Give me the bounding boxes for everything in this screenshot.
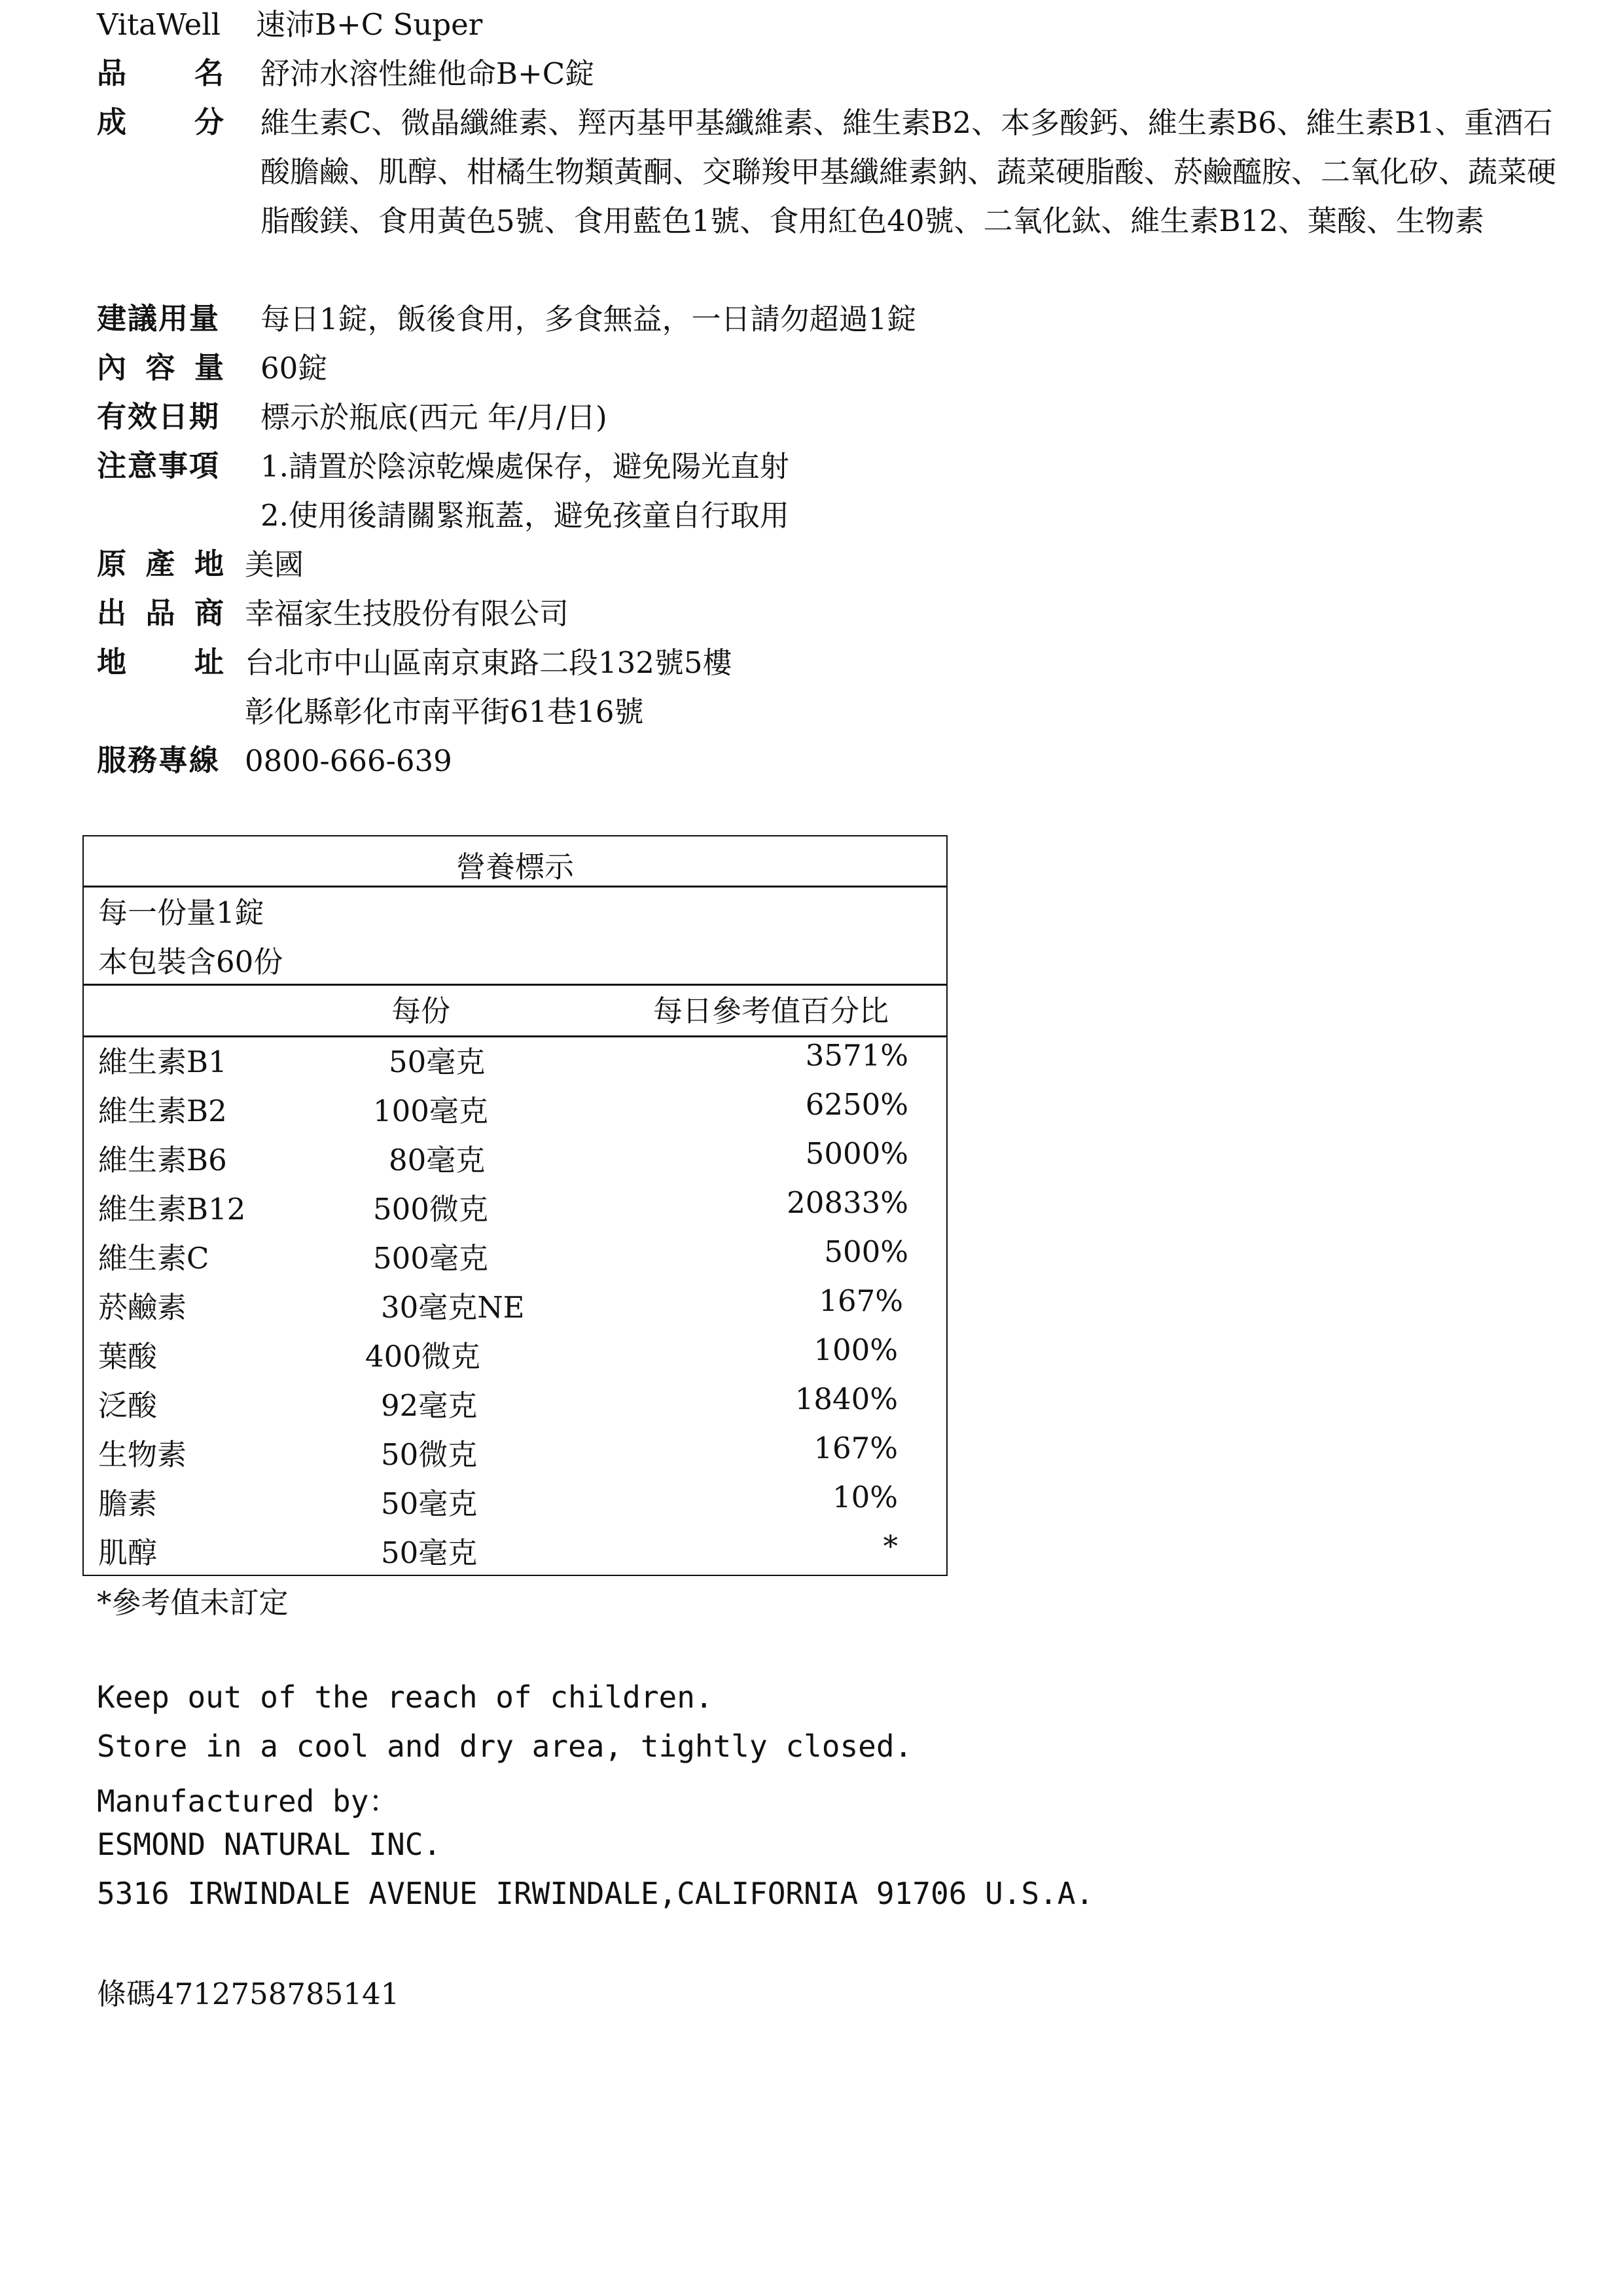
serving-size: 每一份量1錠 <box>98 895 264 930</box>
nutrition-title: 營養標示 <box>455 850 574 884</box>
product-name: 速沛B+C Super <box>256 7 483 42</box>
nutrient-name: 肌醇 <box>98 1535 158 1570</box>
english-address: 5316 IRWINDALE AVENUE IRWINDALE,CALIFORNIA 91706 U.S.A. <box>97 1876 1094 1911</box>
nutrient-name: 維生素B12 <box>98 1192 246 1227</box>
header-line <box>97 0 482 49</box>
info-value-notes-2: 2.使用後請關緊瓶蓋，避免孩童自行取用 <box>260 498 789 533</box>
info-row-dosage <box>97 295 916 344</box>
english-storage: Store in a cool and dry area, tightly closed. <box>97 1729 913 1764</box>
english-manufactured-by: Manufactured by： <box>97 1784 399 1819</box>
info-row-maker <box>97 589 569 638</box>
nutrient-amount: 50毫克 <box>381 1535 478 1570</box>
nutrient-name: 維生素C <box>98 1241 209 1276</box>
table-row <box>98 1185 923 1234</box>
nutrient-dv: * <box>883 1529 898 1564</box>
nutrient-amount: 92毫克 <box>381 1388 478 1423</box>
english-warning: Keep out of the reach of children. <box>97 1679 713 1715</box>
column-header-daily-value: 每日參考值百分比 <box>653 994 889 1028</box>
nutrient-name: 維生素B1 <box>98 1045 227 1079</box>
table-row <box>98 1382 923 1431</box>
nutrient-dv: 500% <box>824 1234 908 1269</box>
table-row <box>98 1529 923 1578</box>
nutrient-amount: 400微克 <box>365 1339 480 1374</box>
table-row <box>98 1283 923 1333</box>
nutrient-name: 維生素B6 <box>98 1143 227 1177</box>
nutrition-table <box>82 835 948 1576</box>
nutrient-name: 膽素 <box>98 1486 158 1521</box>
info-label-address: 地 址 <box>97 645 225 679</box>
table-row <box>98 1431 923 1480</box>
nutrient-dv: 6250% <box>805 1087 908 1122</box>
info-row-expiry <box>97 393 607 442</box>
info-value-content: 60錠 <box>260 351 328 386</box>
nutrient-name: 泛酸 <box>98 1388 158 1423</box>
nutrient-dv: 3571% <box>805 1038 908 1073</box>
table-divider <box>84 984 946 986</box>
info-row-notes-2 <box>260 491 789 540</box>
info-label-ingredients: 成 分 <box>97 105 225 139</box>
nutrient-amount: 30毫克NE <box>381 1290 525 1325</box>
info-value-name: 舒沛水溶性維他命B+C錠 <box>260 56 595 91</box>
nutrient-dv: 100% <box>813 1333 898 1367</box>
info-value-service: 0800-666-639 <box>245 744 452 778</box>
table-row <box>98 1136 923 1185</box>
info-value-origin: 美國 <box>245 547 304 582</box>
nutrient-amount: 500微克 <box>373 1192 488 1227</box>
table-divider <box>84 1035 946 1037</box>
info-label-notes: 注意事項 <box>97 448 221 483</box>
table-footnote: *參考值未訂定 <box>97 1585 289 1620</box>
info-label-maker: 出 品 商 <box>97 596 225 630</box>
nutrient-name: 維生素B2 <box>98 1094 227 1128</box>
nutrient-amount: 50微克 <box>381 1437 478 1472</box>
info-row-service <box>97 736 452 785</box>
english-company: ESMOND NATURAL INC. <box>97 1827 442 1862</box>
nutrient-dv: 167% <box>813 1431 898 1465</box>
servings-per-pack: 本包裝含60份 <box>98 944 283 979</box>
table-divider <box>84 886 946 888</box>
info-label-name: 品 名 <box>97 56 225 90</box>
info-row-origin <box>97 540 304 589</box>
nutrient-name: 生物素 <box>98 1437 187 1472</box>
info-label-origin: 原 產 地 <box>97 547 225 581</box>
table-row <box>98 1333 923 1382</box>
brand-name: VitaWell <box>97 7 221 42</box>
barcode-label: 條碼 <box>97 1977 156 2011</box>
nutrient-name: 葉酸 <box>98 1339 158 1374</box>
nutrient-dv: 5000% <box>805 1136 908 1171</box>
table-row <box>98 1480 923 1529</box>
nutrient-amount: 500毫克 <box>373 1241 488 1276</box>
info-row-notes <box>97 442 789 491</box>
info-label-expiry: 有效日期 <box>97 399 221 434</box>
info-label-content: 內 容 量 <box>97 350 225 385</box>
barcode-number: 4712758785141 <box>156 1977 400 2011</box>
nutrient-amount: 50毫克 <box>381 1486 478 1521</box>
info-value-dosage: 每日1錠，飯後食用，多食無益，一日請勿超過1錠 <box>260 302 917 336</box>
nutrient-dv: 167% <box>819 1283 903 1318</box>
table-row <box>98 1038 923 1087</box>
info-row-name <box>97 49 594 98</box>
info-value-expiry: 標示於瓶底(西元 年/月/日) <box>260 400 607 435</box>
nutrient-dv: 1840% <box>794 1382 898 1416</box>
info-row-address <box>97 638 732 687</box>
info-label-dosage: 建議用量 <box>97 301 221 336</box>
nutrient-amount: 80毫克 <box>389 1143 486 1177</box>
nutrient-amount: 100毫克 <box>373 1094 488 1128</box>
info-label-service: 服務專線 <box>97 743 221 778</box>
table-row <box>98 1234 923 1283</box>
info-value-notes-1: 1.請置於陰涼乾燥處保存，避免陽光直射 <box>260 449 789 484</box>
info-value-ingredients: 維生素C、微晶纖維素、羥丙基甲基纖維素、維生素B2、本多酸鈣、維生素B6、維生素B1、重酒石酸膽鹼、肌醇、柑橘生物類黃酮、交聯羧甲基纖維素鈉、蔬菜硬脂酸、菸鹼醯胺、二氧化矽、蔬菜硬脂酸鎂、食用黃色5號、食用藍色1號、食用紅色40號、二氧化鈦、維生素B12、葉酸、生物素 <box>260 105 1557 238</box>
barcode-line <box>97 1970 399 2013</box>
table-row <box>98 1087 923 1136</box>
info-row-address-2 <box>245 687 644 736</box>
info-value-maker: 幸福家生技股份有限公司 <box>245 596 569 631</box>
nutrient-name: 菸鹼素 <box>98 1290 187 1325</box>
info-value-address-1: 台北市中山區南京東路二段132號5樓 <box>245 645 732 680</box>
nutrient-amount: 50毫克 <box>389 1045 486 1079</box>
info-row-content <box>97 344 327 393</box>
info-value-address-2: 彰化縣彰化市南平街61巷16號 <box>245 694 644 729</box>
nutrient-dv: 20833% <box>787 1185 908 1220</box>
info-row-ingredients <box>97 98 1556 245</box>
column-header-per-serving: 每份 <box>391 994 451 1028</box>
nutrient-dv: 10% <box>832 1480 898 1515</box>
